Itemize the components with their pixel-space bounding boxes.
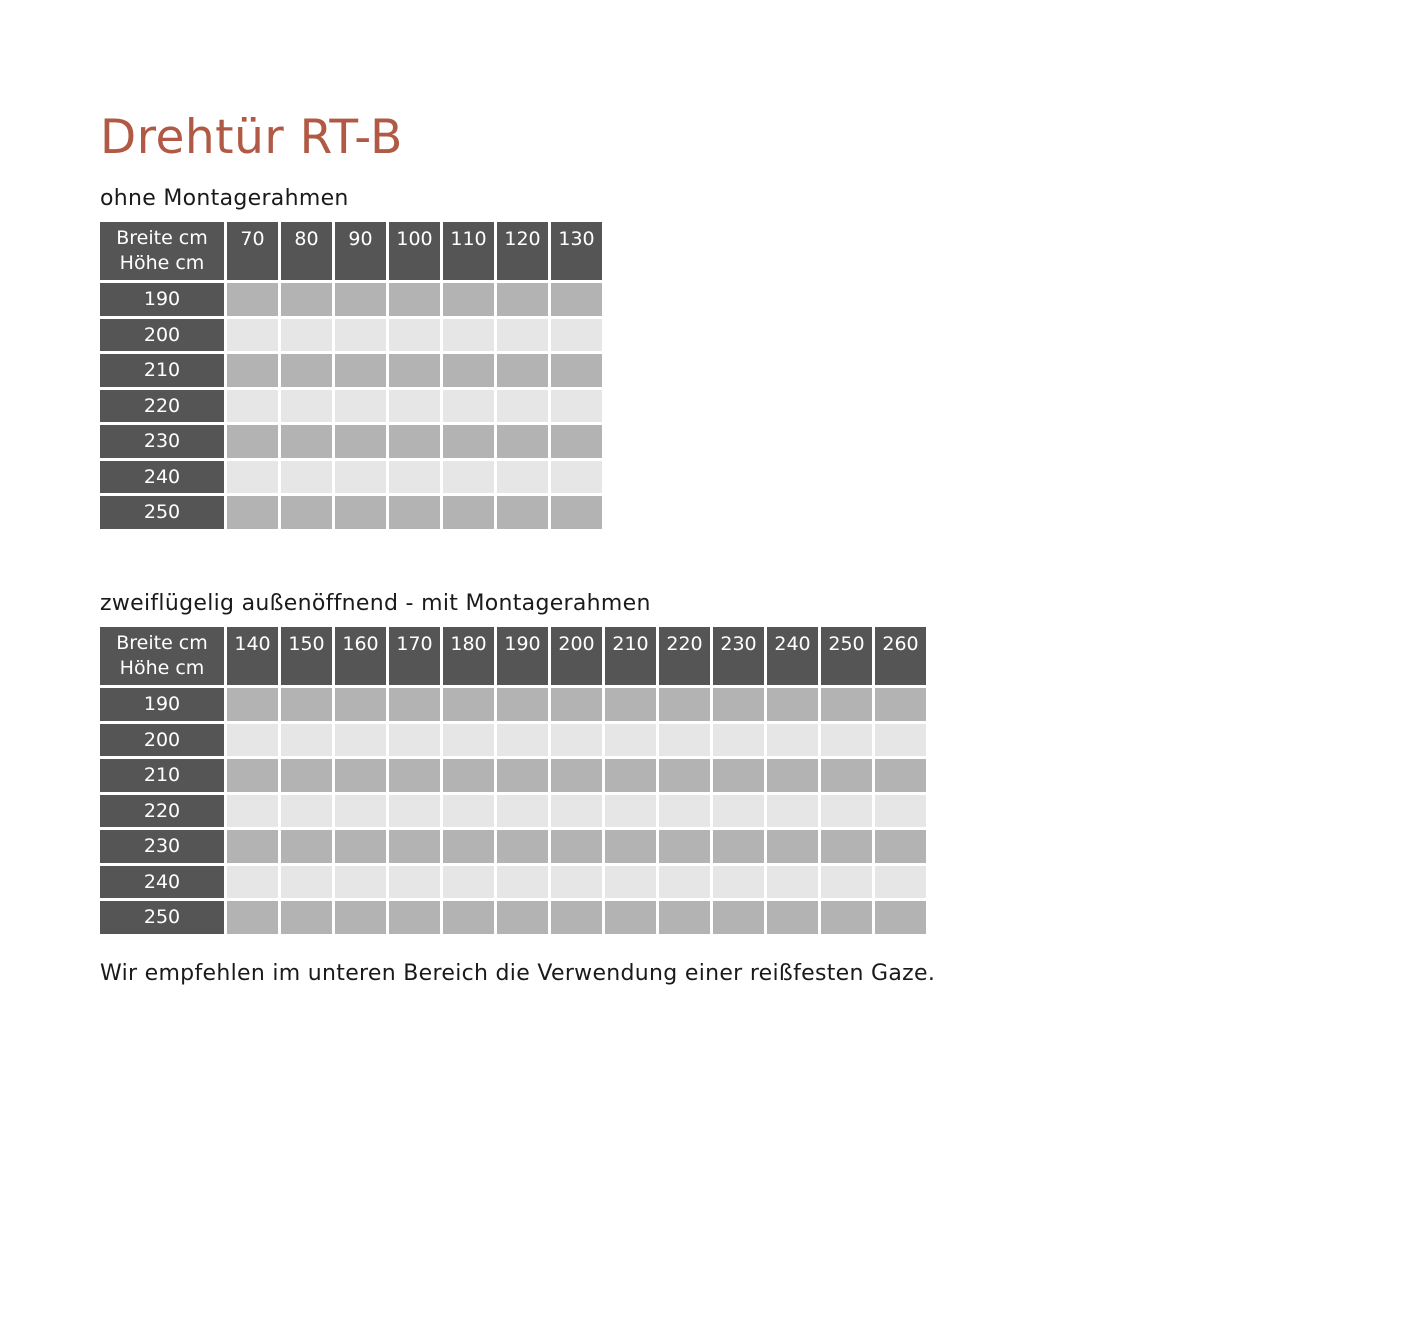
height-header: 220 xyxy=(100,390,224,423)
width-header: 80 xyxy=(281,222,332,280)
table-cell xyxy=(227,425,278,458)
height-header: 210 xyxy=(100,759,224,792)
table-cell xyxy=(443,795,494,828)
table-cell xyxy=(713,688,764,721)
table-cell xyxy=(497,724,548,757)
table-cell xyxy=(335,283,386,316)
width-header: 70 xyxy=(227,222,278,280)
table-cell xyxy=(713,830,764,863)
table-cell xyxy=(443,688,494,721)
table-cell xyxy=(389,759,440,792)
table-cell xyxy=(335,425,386,458)
table-cell xyxy=(443,425,494,458)
table-cell xyxy=(497,283,548,316)
height-header: 210 xyxy=(100,354,224,387)
table-row xyxy=(100,461,602,494)
height-axis-label: Höhe cm xyxy=(119,252,205,274)
height-header: 250 xyxy=(100,901,224,934)
table-cell xyxy=(551,830,602,863)
width-header: 100 xyxy=(389,222,440,280)
table-row xyxy=(100,866,926,899)
table-cell xyxy=(281,354,332,387)
table-cell xyxy=(281,425,332,458)
table-cell xyxy=(281,759,332,792)
table-cell xyxy=(443,390,494,423)
width-header: 120 xyxy=(497,222,548,280)
table-cell xyxy=(335,901,386,934)
table-cell xyxy=(443,461,494,494)
table-cell xyxy=(335,866,386,899)
width-header: 90 xyxy=(335,222,386,280)
table-cell xyxy=(551,795,602,828)
table-cell xyxy=(659,866,710,899)
table-cell xyxy=(551,319,602,352)
table-cell xyxy=(335,390,386,423)
table-cell xyxy=(443,866,494,899)
table-row xyxy=(100,795,926,828)
table-cell xyxy=(281,724,332,757)
width-header: 180 xyxy=(443,627,494,685)
table-cell xyxy=(227,724,278,757)
table-cell xyxy=(281,901,332,934)
table-cell xyxy=(605,830,656,863)
table-cell xyxy=(443,830,494,863)
width-header: 150 xyxy=(281,627,332,685)
table-cell xyxy=(281,319,332,352)
table-cell xyxy=(767,724,818,757)
table-cell xyxy=(497,319,548,352)
table-cell xyxy=(767,901,818,934)
page-title: Drehtür RT-B xyxy=(100,110,403,165)
table-cell xyxy=(713,866,764,899)
table-cell xyxy=(335,724,386,757)
width-header: 220 xyxy=(659,627,710,685)
table-cell xyxy=(551,724,602,757)
table-cell xyxy=(551,496,602,529)
table-cell xyxy=(281,688,332,721)
size-table-ohne-montagerahmen xyxy=(97,219,605,532)
table-cell xyxy=(659,795,710,828)
height-header: 220 xyxy=(100,795,224,828)
table-cell xyxy=(713,724,764,757)
size-table-zweifluegelig xyxy=(97,624,929,937)
section-title-zweifluegelig: zweiflügelig außenöffnend - mit Montagerahmen xyxy=(100,591,651,616)
table-cell xyxy=(767,759,818,792)
table-cell xyxy=(497,688,548,721)
table-cell xyxy=(821,724,872,757)
height-header: 240 xyxy=(100,461,224,494)
height-axis-label: Höhe cm xyxy=(119,657,205,679)
height-header: 240 xyxy=(100,866,224,899)
table-cell xyxy=(875,866,926,899)
table-cell xyxy=(497,390,548,423)
table-cell xyxy=(443,759,494,792)
table-cell xyxy=(389,688,440,721)
table-cell xyxy=(389,461,440,494)
table-cell xyxy=(389,830,440,863)
table-cell xyxy=(227,461,278,494)
table-cell xyxy=(281,866,332,899)
footnote: Wir empfehlen im unteren Bereich die Verwendung einer reißfesten Gaze. xyxy=(100,961,936,986)
table-row xyxy=(100,319,602,352)
table-cell xyxy=(605,795,656,828)
table-row xyxy=(100,830,926,863)
table-cell xyxy=(335,319,386,352)
table-cell xyxy=(389,354,440,387)
table-cell xyxy=(821,830,872,863)
table-cell xyxy=(389,795,440,828)
table-cell xyxy=(551,461,602,494)
table-cell xyxy=(497,866,548,899)
table-cell xyxy=(443,283,494,316)
header-row xyxy=(100,627,926,685)
table-cell xyxy=(659,688,710,721)
width-header: 160 xyxy=(335,627,386,685)
corner-header xyxy=(100,627,224,685)
table-cell xyxy=(767,830,818,863)
table-cell xyxy=(281,283,332,316)
height-header: 230 xyxy=(100,830,224,863)
table-cell xyxy=(875,688,926,721)
table-cell xyxy=(227,688,278,721)
table-cell xyxy=(821,759,872,792)
table-cell xyxy=(335,795,386,828)
width-header: 140 xyxy=(227,627,278,685)
table-row xyxy=(100,901,926,934)
table-cell xyxy=(389,390,440,423)
table-cell xyxy=(227,866,278,899)
table-cell xyxy=(281,795,332,828)
height-header: 200 xyxy=(100,319,224,352)
table-row xyxy=(100,425,602,458)
table-cell xyxy=(605,866,656,899)
width-axis-label: Breite cm xyxy=(116,227,208,249)
table-cell xyxy=(389,724,440,757)
table-cell xyxy=(875,830,926,863)
table-cell xyxy=(389,901,440,934)
table-cell xyxy=(335,759,386,792)
table-cell xyxy=(767,866,818,899)
table-cell xyxy=(551,759,602,792)
table-cell xyxy=(443,496,494,529)
table-cell xyxy=(875,724,926,757)
width-header: 170 xyxy=(389,627,440,685)
table-cell xyxy=(281,496,332,529)
table-cell xyxy=(875,759,926,792)
table-cell xyxy=(389,866,440,899)
table-cell xyxy=(227,283,278,316)
table-cell xyxy=(389,319,440,352)
table-cell xyxy=(767,688,818,721)
height-header: 200 xyxy=(100,724,224,757)
corner-header xyxy=(100,222,224,280)
table-cell xyxy=(821,901,872,934)
height-header: 190 xyxy=(100,688,224,721)
table-cell xyxy=(497,425,548,458)
width-header: 190 xyxy=(497,627,548,685)
table-cell xyxy=(389,425,440,458)
table-cell xyxy=(335,354,386,387)
table-cell xyxy=(497,461,548,494)
width-header: 250 xyxy=(821,627,872,685)
table-cell xyxy=(227,496,278,529)
table-cell xyxy=(389,283,440,316)
table-cell xyxy=(443,724,494,757)
table-cell xyxy=(605,901,656,934)
table-cell xyxy=(227,759,278,792)
table-cell xyxy=(497,496,548,529)
table-cell xyxy=(227,319,278,352)
table-cell xyxy=(443,354,494,387)
table-row xyxy=(100,688,926,721)
table-cell xyxy=(551,866,602,899)
table-cell xyxy=(281,390,332,423)
table-cell xyxy=(281,461,332,494)
table-cell xyxy=(713,901,764,934)
table-cell xyxy=(605,759,656,792)
table-cell xyxy=(551,688,602,721)
table-cell xyxy=(821,866,872,899)
table-row xyxy=(100,724,926,757)
table-cell xyxy=(335,496,386,529)
table-cell xyxy=(659,901,710,934)
width-axis-label: Breite cm xyxy=(116,632,208,654)
width-header: 130 xyxy=(551,222,602,280)
table-cell xyxy=(821,795,872,828)
table-cell xyxy=(389,496,440,529)
table-cell xyxy=(551,425,602,458)
table-cell xyxy=(335,688,386,721)
width-header: 200 xyxy=(551,627,602,685)
table-cell xyxy=(713,795,764,828)
table-cell xyxy=(335,830,386,863)
table-cell xyxy=(659,759,710,792)
table-cell xyxy=(875,795,926,828)
table-cell xyxy=(713,759,764,792)
table-row xyxy=(100,354,602,387)
table-cell xyxy=(605,724,656,757)
table-cell xyxy=(227,901,278,934)
table-cell xyxy=(551,390,602,423)
width-header: 240 xyxy=(767,627,818,685)
table-row xyxy=(100,496,602,529)
table-cell xyxy=(281,830,332,863)
table-cell xyxy=(767,795,818,828)
table-cell xyxy=(497,354,548,387)
table-row xyxy=(100,283,602,316)
table-cell xyxy=(227,830,278,863)
table-cell xyxy=(497,795,548,828)
width-header: 110 xyxy=(443,222,494,280)
table-cell xyxy=(227,390,278,423)
table-cell xyxy=(497,901,548,934)
table-cell xyxy=(551,283,602,316)
table-cell xyxy=(497,759,548,792)
table-cell xyxy=(605,688,656,721)
table-row xyxy=(100,759,926,792)
table-cell xyxy=(659,830,710,863)
table-cell xyxy=(335,461,386,494)
table-cell xyxy=(443,319,494,352)
table-cell xyxy=(227,354,278,387)
width-header: 210 xyxy=(605,627,656,685)
height-header: 250 xyxy=(100,496,224,529)
height-header: 230 xyxy=(100,425,224,458)
table-cell xyxy=(551,354,602,387)
table-cell xyxy=(551,901,602,934)
table-row xyxy=(100,390,602,423)
height-header: 190 xyxy=(100,283,224,316)
table-cell xyxy=(443,901,494,934)
table-cell xyxy=(227,795,278,828)
table-cell xyxy=(497,830,548,863)
header-row xyxy=(100,222,602,280)
section-title-ohne-montagerahmen: ohne Montagerahmen xyxy=(100,186,349,211)
width-header: 230 xyxy=(713,627,764,685)
table-cell xyxy=(659,724,710,757)
table-cell xyxy=(821,688,872,721)
table-cell xyxy=(875,901,926,934)
width-header: 260 xyxy=(875,627,926,685)
